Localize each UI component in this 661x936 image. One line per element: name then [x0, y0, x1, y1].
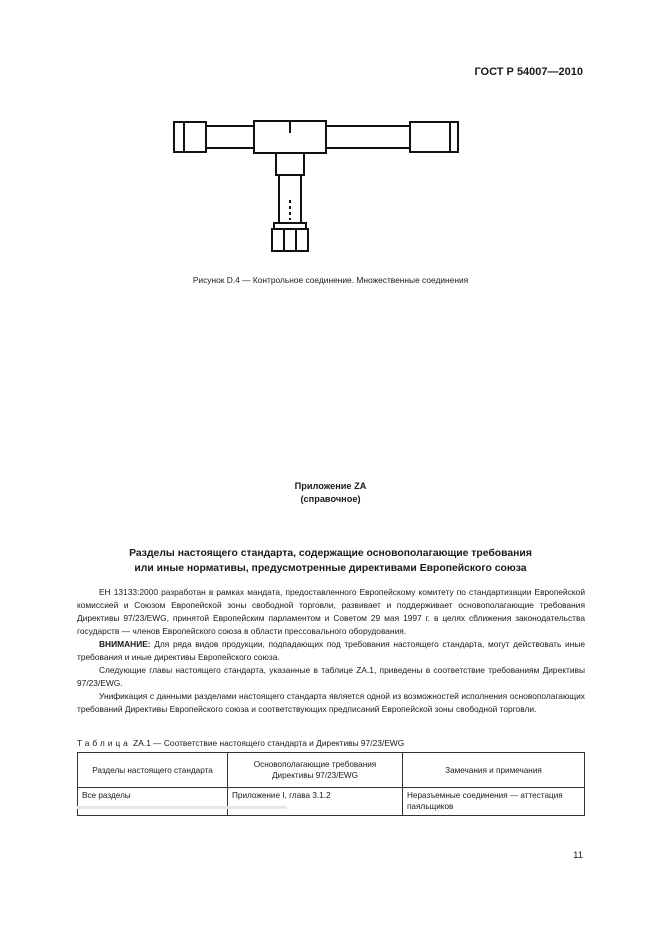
body-text [77, 586, 585, 716]
paragraph-3: Следующие главы настоящего стандарта, указанные в таблице ZA.1, приведены в соответствие требованиям Директивы 97/23/EWG. [77, 665, 585, 688]
table-header-row [78, 753, 585, 788]
paragraph-2 [77, 638, 585, 664]
branch-pipe-shape [279, 175, 301, 223]
table-caption-prefix: Таблица [77, 738, 131, 748]
table-cell-remarks: Неразъемные соединения — аттестация паяльщиков [403, 788, 585, 816]
figure-caption: Рисунок D.4 — Контрольное соединение. Множественные соединения [192, 275, 469, 285]
column-header-remarks: Замечания и примечания [403, 753, 585, 788]
table-caption [77, 738, 404, 748]
page-number: 11 [573, 850, 583, 861]
annex-heading [0, 546, 661, 576]
paragraph-4: Унификация с данными разделами настоящего стандарта является одной из возможностей исполнения основополагающих требований Директивы Европейского союза и соответствующих предписаний Европейской зоны свободной торговли. [77, 691, 585, 714]
left-fitting-shape [174, 122, 206, 152]
warning-text: Для ряда видов продукции, подпадающих под требования настоящего стандарта, могут действовать иные требования и иные директивы Европейского союза. [77, 639, 585, 662]
annex-title-block [0, 480, 661, 506]
annex-title: Приложение ZA [294, 481, 367, 491]
standard-code: ГОСТ Р 54007—2010 [474, 66, 583, 78]
paragraph-1: ЕН 13133:2000 разработан в рамках мандата, предоставленного Европейскому комитету по стандартизации Европейской комиссией и Союзом Европейской зоны свободной торговли, развивает и поддерживает основополагающие требования Директивы 97/23/EWG, принятой Европейским парламентом и Советом 29 мая 1997 г. в целях сближения законодательства государств — членов Европейского союза в области прессовального оборудования. [77, 587, 585, 636]
warning-label: ВНИМАНИЕ: [99, 639, 151, 649]
table-cell-sections: Все разделы [78, 788, 228, 816]
left-pipe-shape [206, 126, 254, 148]
table-caption-text: ZA.1 — Соответствие настоящего стандарта и Директивы 97/23/EWG [130, 738, 405, 748]
annex-subtitle: (справочное) [300, 494, 361, 504]
annex-heading-line2: или иные нормативы, предусмотренные директивами Европейского союза [134, 563, 527, 574]
faint-bleed-through [77, 806, 287, 809]
column-header-requirements: Основополагающие требования Директивы 97/23/EWG [228, 753, 403, 788]
right-pipe-shape [326, 126, 410, 148]
tee-joint-drawing [160, 110, 470, 260]
table-row [78, 788, 585, 816]
branch-neck-shape [276, 153, 304, 175]
column-header-sections: Разделы настоящего стандарта [78, 753, 228, 788]
annex-heading-line1: Разделы настоящего стандарта, содержащие основополагающие требования [129, 548, 532, 559]
table-cell-requirements: Приложение I, глава 3.1.2 [228, 788, 403, 816]
bottom-nut-shape [272, 229, 308, 251]
